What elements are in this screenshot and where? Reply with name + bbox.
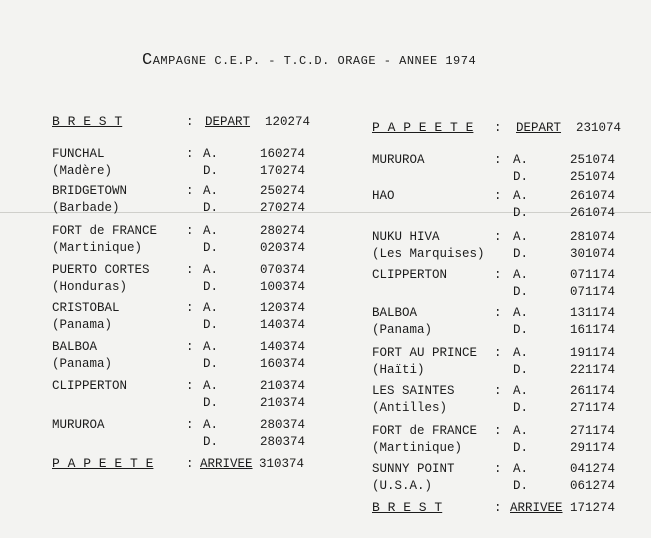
departure-date: 161174	[570, 323, 616, 337]
arrival-label: A.	[203, 301, 219, 315]
arrival-date: 191174	[570, 346, 616, 360]
colon: :	[494, 424, 502, 438]
stop-place: FORT de FRANCE	[52, 224, 158, 238]
colon: :	[494, 306, 502, 320]
departure-label: D.	[513, 285, 529, 299]
stop-place: SUNNY POINT	[372, 462, 455, 476]
colon: :	[494, 268, 502, 282]
departure-label: D.	[513, 206, 529, 220]
depart-date: 231074	[576, 121, 622, 135]
departure-label: D.	[203, 280, 219, 294]
colon: :	[494, 346, 502, 360]
document-title	[142, 51, 476, 70]
stop-region: (Martinique)	[372, 441, 463, 455]
departure-label: D.	[203, 164, 219, 178]
arrival-date: 210374	[260, 379, 306, 393]
arrival-label: A.	[513, 384, 529, 398]
departure-label: D.	[203, 396, 219, 410]
departure-date: 251074	[570, 170, 616, 184]
arrival-date: 251074	[570, 153, 616, 167]
departure-date: 270274	[260, 201, 306, 215]
departure-label: D.	[203, 201, 219, 215]
departure-date: 261074	[570, 206, 616, 220]
arrival-date: 131174	[570, 306, 616, 320]
arrival-date: 140374	[260, 340, 306, 354]
colon: :	[494, 462, 502, 476]
departure-date: 280374	[260, 435, 306, 449]
arrival-label: A.	[513, 153, 529, 167]
arrival-date-final: 171274	[570, 501, 616, 515]
stop-region: (Panama)	[372, 323, 433, 337]
stop-place: LES SAINTES	[372, 384, 455, 398]
arrival-label: A.	[203, 147, 219, 161]
stop-region: (Honduras)	[52, 280, 128, 294]
colon: :	[186, 147, 194, 161]
arrival-date: 280374	[260, 418, 306, 432]
arrival-label: A.	[203, 263, 219, 277]
arrival-date: 041274	[570, 462, 616, 476]
departure-label: D.	[513, 323, 529, 337]
colon: :	[186, 301, 194, 315]
title-initial: C	[142, 51, 153, 70]
arrival-label: A.	[203, 224, 219, 238]
colon: :	[186, 115, 194, 129]
departure-date: 100374	[260, 280, 306, 294]
colon: :	[494, 384, 502, 398]
origin-port: B R E S T	[52, 114, 123, 129]
depart-label: DEPART	[205, 115, 251, 129]
colon: :	[494, 189, 502, 203]
arrival-date: 070374	[260, 263, 306, 277]
arrival-label: A.	[513, 268, 529, 282]
departure-label: D.	[203, 241, 219, 255]
arrival-label: A.	[203, 379, 219, 393]
departure-date: 160374	[260, 357, 306, 371]
stop-region: (Haïti)	[372, 363, 425, 377]
stop-place: BRIDGETOWN	[52, 184, 128, 198]
stop-region: (Madère)	[52, 164, 113, 178]
arrival-date: 261074	[570, 189, 616, 203]
arrival-date: 281074	[570, 230, 616, 244]
arrival-date: 071174	[570, 268, 616, 282]
arrival-label: A.	[513, 346, 529, 360]
arrival-date: 280274	[260, 224, 306, 238]
colon: :	[186, 418, 194, 432]
colon: :	[494, 121, 502, 135]
arrival-date: 271174	[570, 424, 616, 438]
arrival-label: A.	[513, 306, 529, 320]
arrival-date: 160274	[260, 147, 306, 161]
arrival-label: A.	[203, 418, 219, 432]
arrival-label: A.	[513, 230, 529, 244]
stop-place: FORT de FRANCE	[372, 424, 478, 438]
stop-region: (Les Marquises)	[372, 247, 485, 261]
stop-region: (Panama)	[52, 357, 113, 371]
departure-label: D.	[513, 479, 529, 493]
arrival-label-final: ARRIVEE	[200, 457, 253, 471]
arrival-date: 120374	[260, 301, 306, 315]
colon: :	[186, 224, 194, 238]
departure-label: D.	[513, 170, 529, 184]
stop-place: MURUROA	[372, 153, 425, 167]
departure-label: D.	[513, 363, 529, 377]
departure-date: 271174	[570, 401, 616, 415]
stop-place: MURUROA	[52, 418, 105, 432]
stop-place: CLIPPERTON	[372, 268, 448, 282]
departure-label: D.	[513, 401, 529, 415]
arrival-label: A.	[203, 184, 219, 198]
stop-place: PUERTO CORTES	[52, 263, 150, 277]
departure-date: 291174	[570, 441, 616, 455]
departure-label: D.	[513, 441, 529, 455]
departure-date: 210374	[260, 396, 306, 410]
colon: :	[186, 263, 194, 277]
stop-place: HAO	[372, 189, 395, 203]
arrival-label: A.	[513, 462, 529, 476]
departure-date: 221174	[570, 363, 616, 377]
stop-place: CRISTOBAL	[52, 301, 120, 315]
colon: :	[494, 153, 502, 167]
depart-label: DEPART	[516, 121, 562, 135]
stop-region: (Barbade)	[52, 201, 120, 215]
stop-place: CLIPPERTON	[52, 379, 128, 393]
departure-date: 140374	[260, 318, 306, 332]
stop-region: (Panama)	[52, 318, 113, 332]
stop-place: NUKU HIVA	[372, 230, 440, 244]
stop-place: BALBOA	[52, 340, 98, 354]
arrival-date-final: 310374	[259, 457, 305, 471]
colon: :	[186, 340, 194, 354]
departure-label: D.	[513, 247, 529, 261]
title-text: AMPAGNE C.E.P. - T.C.D. ORAGE - ANNEE 1974	[152, 54, 477, 68]
origin-port: P A P E E T E	[372, 120, 474, 135]
arrival-label-final: ARRIVEE	[510, 501, 563, 515]
stop-region: (U.S.A.)	[372, 479, 433, 493]
stop-place: BALBOA	[372, 306, 418, 320]
departure-date: 071174	[570, 285, 616, 299]
arrival-label: A.	[513, 424, 529, 438]
departure-date: 170274	[260, 164, 306, 178]
arrival-label: A.	[203, 340, 219, 354]
departure-date: 020374	[260, 241, 306, 255]
departure-label: D.	[203, 318, 219, 332]
colon: :	[186, 379, 194, 393]
stop-region: (Antilles)	[372, 401, 448, 415]
stop-region: (Martinique)	[52, 241, 143, 255]
departure-date: 301074	[570, 247, 616, 261]
arrival-date: 261174	[570, 384, 616, 398]
colon: :	[186, 457, 194, 471]
departure-label: D.	[203, 435, 219, 449]
depart-date: 120274	[265, 115, 311, 129]
destination-port: P A P E E T E	[52, 456, 154, 471]
colon: :	[494, 230, 502, 244]
stop-place: FUNCHAL	[52, 147, 105, 161]
arrival-label: A.	[513, 189, 529, 203]
stop-place: FORT AU PRINCE	[372, 346, 478, 360]
departure-date: 061274	[570, 479, 616, 493]
departure-label: D.	[203, 357, 219, 371]
colon: :	[494, 501, 502, 515]
colon: :	[186, 184, 194, 198]
arrival-date: 250274	[260, 184, 306, 198]
destination-port: B R E S T	[372, 500, 443, 515]
